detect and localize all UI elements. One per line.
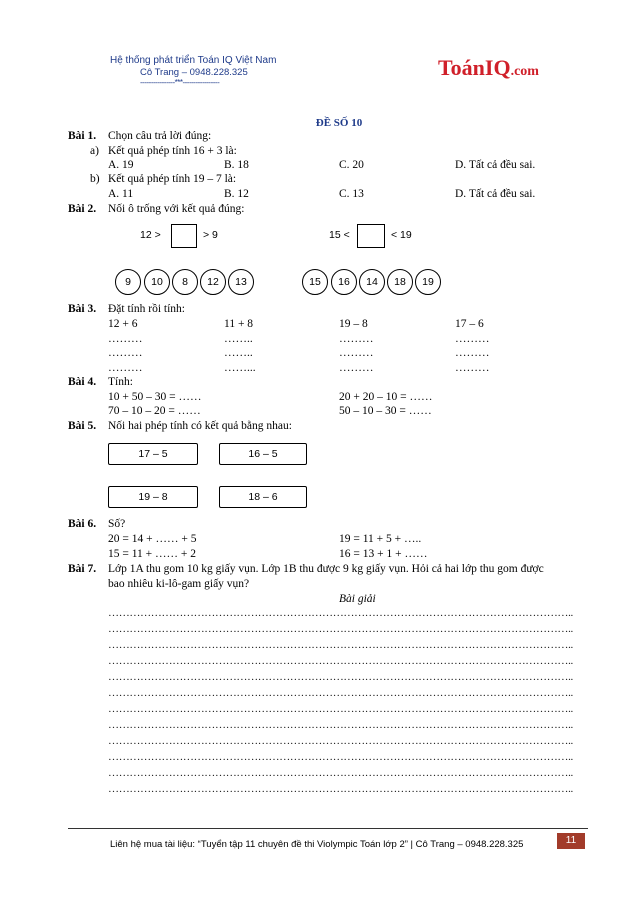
bai4-item[interactable]: 70 – 10 – 20 = ……: [108, 405, 201, 417]
bai5-expr-box[interactable]: 18 – 6: [219, 486, 307, 508]
answer-dotted-line[interactable]: …………………………………………………………………………………………………………………..: [108, 735, 574, 747]
answer-dotted-line[interactable]: …………………………………………………………………………………………………………………..: [108, 623, 574, 635]
bai5-expr-box[interactable]: 16 – 5: [219, 443, 307, 465]
bai2-option-circle[interactable]: 9: [115, 269, 141, 295]
answer-dotted-line[interactable]: …………………………………………………………………………………………………………………..: [108, 655, 574, 667]
bai3-expr: 17 – 6: [455, 318, 484, 330]
answer-dotted-line[interactable]: …………………………………………………………………………………………………………………..: [108, 639, 574, 651]
bai1a-option: C. 20: [339, 159, 364, 171]
bai2-blank-box[interactable]: [171, 224, 197, 248]
bai2-option-circle[interactable]: 15: [302, 269, 328, 295]
bai2-expr1-left: 12 >: [140, 229, 161, 241]
bai3-answer-line[interactable]: ……...: [224, 362, 256, 374]
bai3-text: Đặt tính rồi tính:: [108, 303, 185, 315]
bai3-answer-line[interactable]: ………: [108, 347, 143, 359]
bai6-item[interactable]: 20 = 14 + …… + 5: [108, 533, 197, 545]
bai2-option-circle[interactable]: 12: [200, 269, 226, 295]
bai2-expr2-right: < 19: [391, 229, 412, 241]
answer-dotted-line[interactable]: …………………………………………………………………………………………………………………..: [108, 703, 574, 715]
logo: [438, 55, 539, 81]
bai5-expr-box[interactable]: 17 – 5: [108, 443, 198, 465]
bai2-expr2-left: 15 <: [329, 229, 350, 241]
bai6-item[interactable]: 16 = 13 + 1 + ……: [339, 548, 428, 560]
bai1-label: Bài 1.: [68, 130, 97, 142]
bai1b-option: C. 13: [339, 188, 364, 200]
bai3-answer-line[interactable]: ……..: [224, 333, 253, 345]
page-title: ĐỀ SỐ 10: [315, 117, 363, 129]
bai3-expr: 19 – 8: [339, 318, 368, 330]
bai1b-option: D. Tất cả đều sai.: [455, 188, 536, 200]
bai4-item[interactable]: 50 – 10 – 30 = ……: [339, 405, 432, 417]
logo-suffix: .com: [510, 64, 539, 79]
bai1b-option: B. 12: [224, 188, 249, 200]
bai4-item[interactable]: 20 + 20 – 10 = ……: [339, 391, 433, 403]
bai1a-option: A. 19: [108, 159, 134, 171]
bai1a-option: D. Tất cả đều sai.: [455, 159, 536, 171]
bai4-label: Bài 4.: [68, 376, 97, 388]
page-number: 11: [557, 833, 585, 849]
bai3-answer-line[interactable]: ………: [455, 362, 490, 374]
footer-divider: [68, 828, 588, 829]
bai3-answer-line[interactable]: ………: [108, 333, 143, 345]
bai7-text-line2: bao nhiêu ki-lô-gam giấy vụn?: [108, 578, 250, 590]
bai3-answer-line[interactable]: ………: [339, 362, 374, 374]
bai6-item[interactable]: 15 = 11 + …… + 2: [108, 548, 197, 560]
bai7-label: Bài 7.: [68, 563, 97, 575]
bai5-text: Nối hai phép tính có kết quả bằng nhau:: [108, 420, 292, 432]
bai2-option-circle[interactable]: 18: [387, 269, 413, 295]
bai3-answer-line[interactable]: ………: [339, 347, 374, 359]
bai1-text: Chọn câu trả lời đúng:: [108, 130, 212, 142]
footer-text: Liên hệ mua tài liệu: “Tuyển tập 11 chuyên đề thi Violympic Toán lớp 2” | Cô Trang – 0948.228.325: [110, 839, 524, 850]
bai2-blank-box[interactable]: [357, 224, 385, 248]
bai5-label: Bài 5.: [68, 420, 97, 432]
bai3-answer-line[interactable]: ………: [455, 347, 490, 359]
bai5-expr-box[interactable]: 19 – 8: [108, 486, 198, 508]
header-contact: Cô Trang – 0948.228.325: [140, 67, 248, 78]
bai3-answer-line[interactable]: ………: [108, 362, 143, 374]
bai1a-option: B. 18: [224, 159, 249, 171]
bai3-answer-line[interactable]: ……..: [224, 347, 253, 359]
bai3-expr: 12 + 6: [108, 318, 138, 330]
bai2-option-circle[interactable]: 8: [172, 269, 198, 295]
logo-main: ToánIQ: [438, 55, 511, 80]
bai2-option-circle[interactable]: 19: [415, 269, 441, 295]
answer-dotted-line[interactable]: …………………………………………………………………………………………………………………..: [108, 687, 574, 699]
bai3-answer-line[interactable]: ………: [455, 333, 490, 345]
bai2-option-circle[interactable]: 16: [331, 269, 357, 295]
header-org: Hệ thống phát triển Toán IQ Việt Nam: [110, 55, 277, 66]
bai2-label: Bài 2.: [68, 203, 97, 215]
answer-dotted-line[interactable]: …………………………………………………………………………………………………………………..: [108, 607, 574, 619]
bai1b-question: Kết quả phép tính 19 – 7 là:: [108, 173, 237, 185]
bai2-expr1-right: > 9: [203, 229, 218, 241]
bai7-solution-label: Bài giải: [339, 593, 376, 605]
bai7-text-line1: Lớp 1A thu gom 10 kg giấy vụn. Lớp 1B thu được 9 kg giấy vụn. Hỏi cả hai lớp thu gom được: [108, 563, 544, 575]
bai4-item[interactable]: 10 + 50 – 30 = ……: [108, 391, 202, 403]
bai3-label: Bài 3.: [68, 303, 97, 315]
bai1a-label: a): [90, 145, 99, 157]
answer-dotted-line[interactable]: …………………………………………………………………………………………………………………..: [108, 751, 574, 763]
answer-dotted-line[interactable]: …………………………………………………………………………………………………………………..: [108, 671, 574, 683]
bai1b-label: b): [90, 173, 100, 185]
answer-dotted-line[interactable]: …………………………………………………………………………………………………………………..: [108, 767, 574, 779]
bai2-text: Nối ô trống với kết quả đúng:: [108, 203, 245, 215]
header-divider: ----------------***-----------------: [140, 78, 220, 87]
bai1a-question: Kết quả phép tính 16 + 3 là:: [108, 145, 237, 157]
bai6-item[interactable]: 19 = 11 + 5 + …..: [339, 533, 422, 545]
bai6-label: Bài 6.: [68, 518, 97, 530]
answer-dotted-line[interactable]: …………………………………………………………………………………………………………………..: [108, 783, 574, 795]
bai2-option-circle[interactable]: 14: [359, 269, 385, 295]
bai2-option-circle[interactable]: 13: [228, 269, 254, 295]
bai3-expr: 11 + 8: [224, 318, 254, 330]
bai6-text: Số?: [108, 518, 126, 530]
bai3-answer-line[interactable]: ………: [339, 333, 374, 345]
bai4-text: Tính:: [108, 376, 133, 388]
bai1b-option: A. 11: [108, 188, 134, 200]
answer-dotted-line[interactable]: …………………………………………………………………………………………………………………..: [108, 719, 574, 731]
bai2-option-circle[interactable]: 10: [144, 269, 170, 295]
